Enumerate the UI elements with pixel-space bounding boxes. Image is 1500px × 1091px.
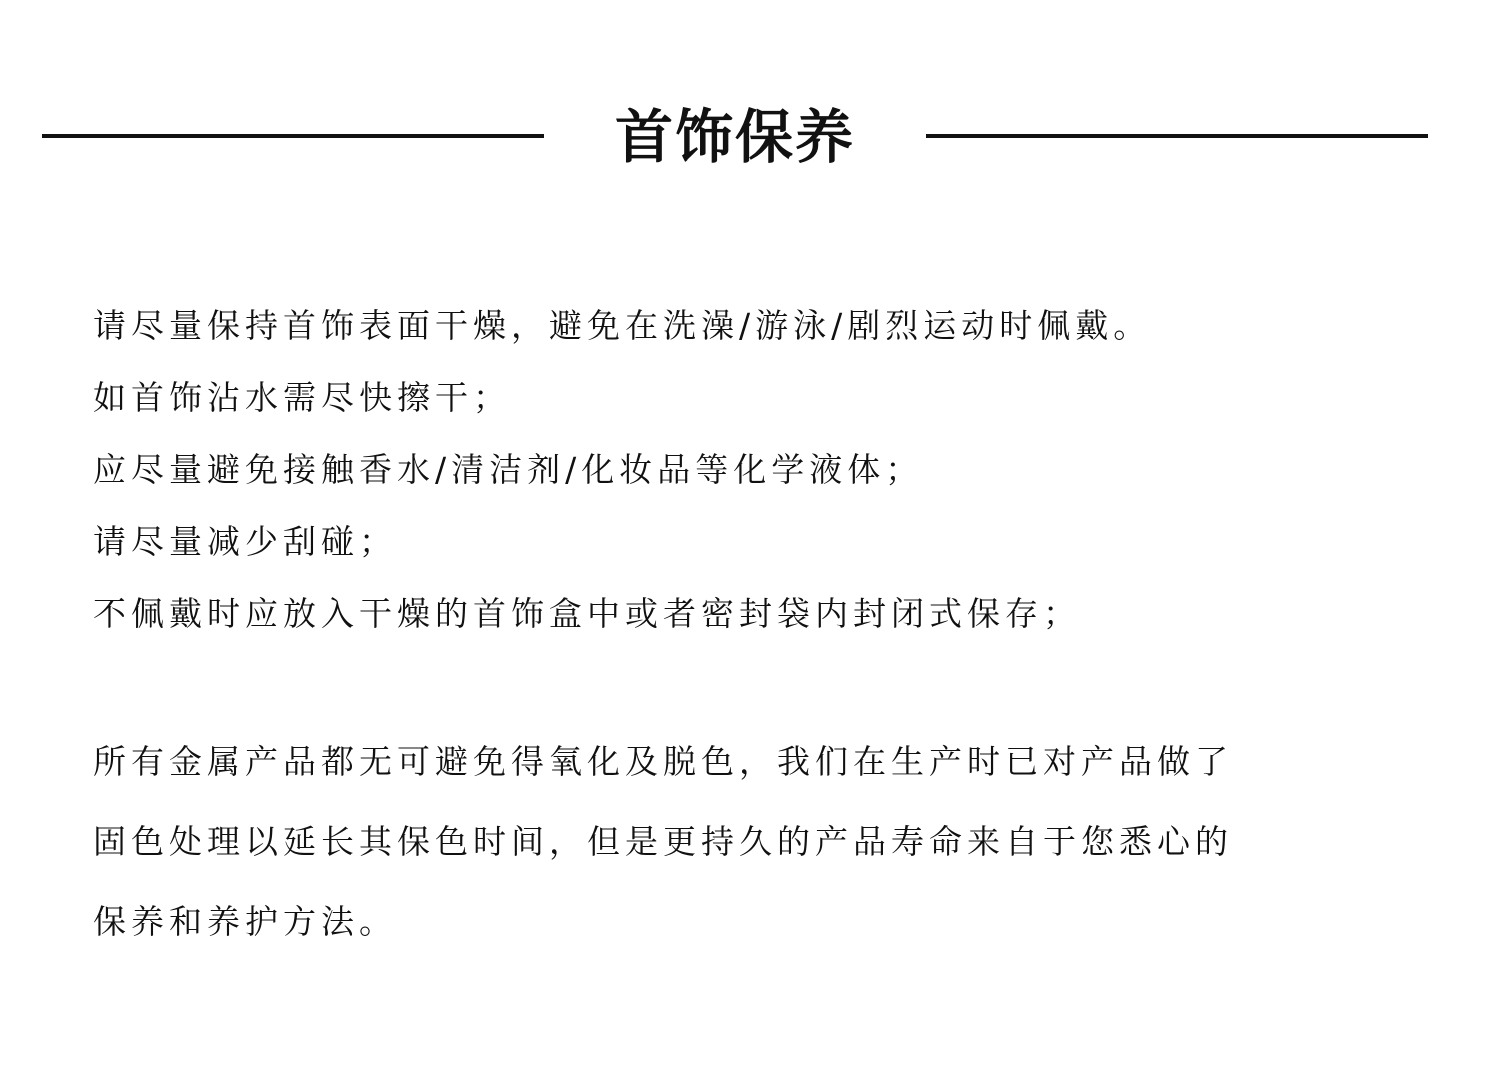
care-tip-item: 不佩戴时应放入干燥的首饰盒中或者密封袋内封闭式保存； (93, 594, 1081, 633)
care-tip-item: 应尽量避免接触香水/清洁剂/化妆品等化学液体； (93, 450, 924, 489)
care-tip-item: 如首饰沾水需尽快擦干； (93, 378, 511, 417)
section-header (0, 92, 1500, 182)
page-title: 首饰保养 (614, 103, 855, 171)
care-tip-item: 请尽量减少刮碰； (93, 522, 397, 561)
care-tips-list (93, 290, 1433, 650)
care-tip-item: 请尽量保持首饰表面干燥，避免在洗澡/游泳/剧烈运动时佩戴。 (93, 306, 1152, 345)
note-line: 固色处理以延长其保色时间，但是更持久的产品寿命来自于您悉心的 (93, 822, 1233, 861)
note-line: 所有金属产品都无可避免得氧化及脱色，我们在生产时已对产品做了 (93, 742, 1233, 781)
header-rule-left (42, 134, 544, 138)
note-line: 保养和养护方法。 (93, 902, 397, 941)
oxidation-note (93, 722, 1433, 962)
header-rule-right (926, 134, 1428, 138)
